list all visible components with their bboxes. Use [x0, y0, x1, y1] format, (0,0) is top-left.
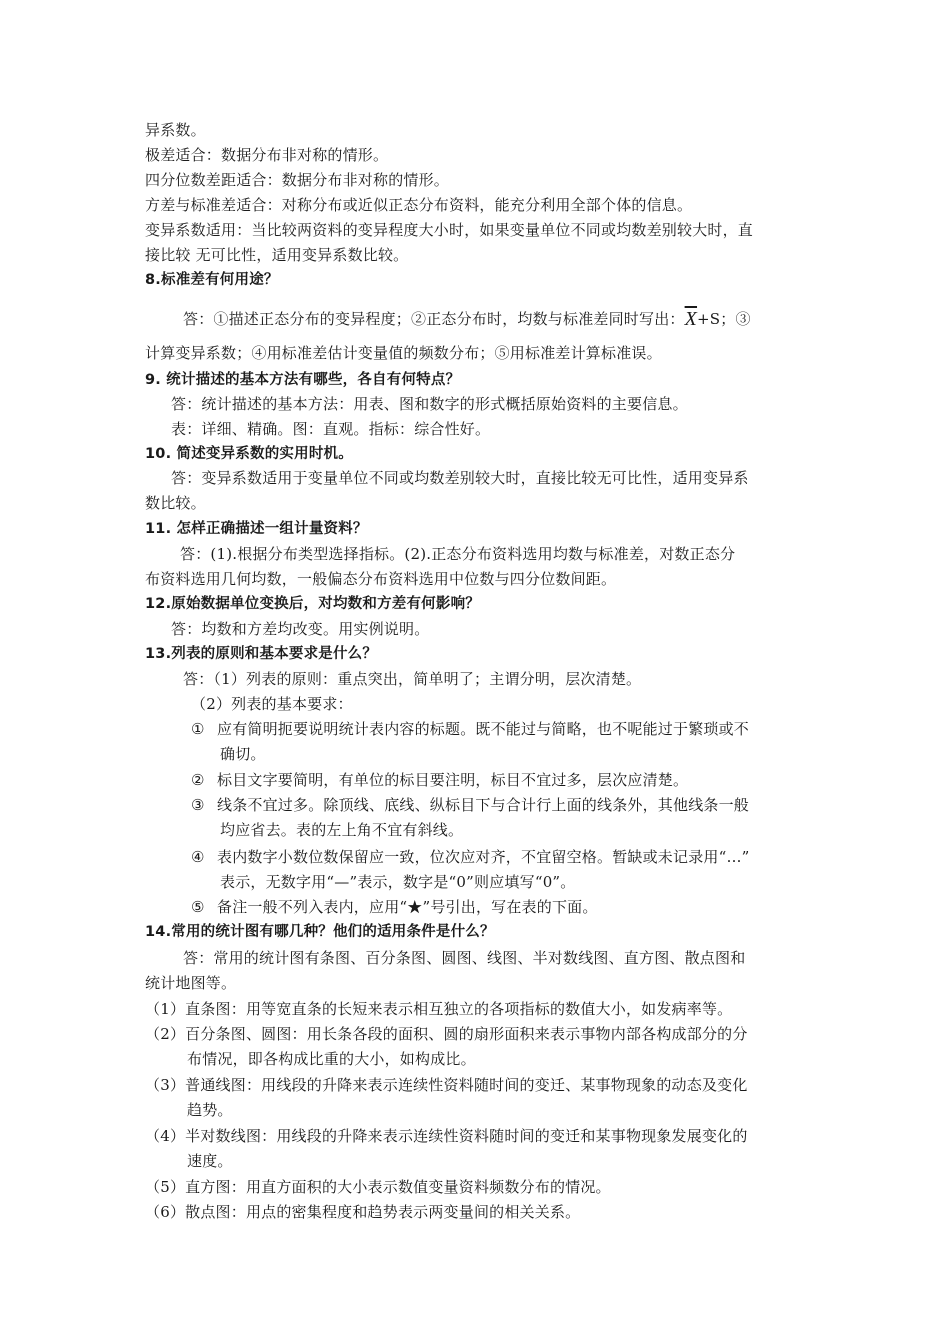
text-line: 变异系数适用：当比较两资料的变异程度大小时，如果变量单位不同或均数差别较大时，直: [145, 221, 754, 239]
question-heading: 11. 怎样正确描述一组计量资料？: [145, 521, 368, 537]
list-item: ⑤ 备注一般不列入表内，应用“★”号引出，写在表的下面。: [191, 898, 598, 916]
list-item-continued: 布情况，即各构成比重的大小，如构成比。: [187, 1050, 476, 1068]
text-line: 接比较 无可比性，适用变异系数比较。: [145, 246, 409, 264]
question-heading: 10. 简述变异系数的实用时机。: [145, 446, 353, 462]
list-item-continued: 表示，无数字用“—”表示，数字是“0”则应填写“0”。: [220, 873, 576, 891]
answer-line: 布资料选用几何均数，一般偏态分布资料选用中位数与四分位数间距。: [145, 570, 617, 588]
question-heading: 12.原始数据单位变换后，对均数和方差有何影响？: [145, 596, 480, 612]
answer-line: （2）列表的基本要求：: [191, 695, 353, 713]
list-item: （3）普通线图：用线段的升降来表示连续性资料随时间的变迁、某事物现象的动态及变化: [145, 1076, 748, 1094]
answer-line: 表：详细、精确。图：直观。指标：综合性好。: [171, 420, 491, 438]
list-item: ② 标目文字要简明，有单位的标目要注明，标目不宜过多，层次应清楚。: [191, 771, 689, 789]
answer-line: 数比较。: [145, 494, 206, 512]
answer-line: [183, 306, 751, 330]
text-line: 四分位数差距适合：数据分布非对称的情形。: [145, 171, 450, 189]
list-item-continued: 均应省去。表的左上角不宜有斜线。: [220, 821, 464, 839]
list-item: （6）散点图：用点的密集程度和趋势表示两变量间的相关关系。: [145, 1203, 581, 1221]
list-item: （2）百分条图、圆图：用长条各段的面积、圆的扇形面积来表示事物内部各构成部分的分: [145, 1025, 748, 1043]
answer-text: +S；③: [697, 310, 751, 328]
answer-line: 答：统计描述的基本方法：用表、图和数字的形式概括原始资料的主要信息。: [171, 395, 688, 413]
question-heading: 13.列表的原则和基本要求是什么？: [145, 646, 378, 662]
list-item: （1）直条图：用等宽直条的长短来表示相互独立的各项指标的数值大小，如发病率等。: [145, 1000, 733, 1018]
question-heading: 14.常用的统计图有哪几种？他们的适用条件是什么？: [145, 924, 495, 940]
list-item: （5）直方图：用直方面积的大小表示数值变量资料频数分布的情况。: [145, 1178, 611, 1196]
answer-line: 统计地图等。: [145, 974, 237, 992]
answer-line: 答：（1）列表的原则：重点突出，简单明了；主谓分明，层次清楚。: [183, 670, 642, 688]
answer-line: 答：均数和方差均改变。用实例说明。: [171, 620, 430, 638]
text-line: 方差与标准差适合：对称分布或近似正态分布资料，能充分利用全部个体的信息。: [145, 196, 693, 214]
list-item-continued: 确切。: [220, 745, 266, 763]
answer-line: 答：(1).根据分布类型选择指标。(2).正态分布资料选用均数与标准差，对数正态分: [180, 545, 736, 563]
list-item: ① 应有简明扼要说明统计表内容的标题。既不能过与简略，也不呢能过于繁琐或不: [191, 720, 750, 738]
answer-line: 计算变异系数；④用标准差估计变量值的频数分布；⑤用标准差计算标准误。: [145, 344, 662, 362]
list-item: ③ 线条不宜过多。除顶线、底线、纵标目下与合计行上面的线条外，其他线条一般: [191, 796, 750, 814]
text-line: 异系数。: [145, 121, 206, 139]
answer-line: 答：变异系数适用于变量单位不同或均数差别较大时，直接比较无可比性，适用变异系: [171, 469, 749, 487]
x-bar-symbol: $\overline{X}$: [684, 308, 698, 330]
list-item-continued: 趋势。: [187, 1101, 233, 1119]
answer-line: 答：常用的统计图有条图、百分条图、圆图、线图、半对数线图、直方图、散点图和: [183, 949, 746, 967]
answer-text: 答：①描述正态分布的变异程度；②正态分布时，均数与标准差同时写出：: [183, 310, 685, 328]
question-heading: 9. 统计描述的基本方法有哪些，各自有何特点？: [145, 372, 461, 388]
list-item: ④ 表内数字小数位数保留应一致，位次应对齐，不宜留空格。暂缺或未记录用“…”: [191, 848, 750, 866]
question-heading: 8.标准差有何用途？: [145, 272, 279, 288]
list-item: （4）半对数线图：用线段的升降来表示连续性资料随时间的变迁和某事物现象发展变化的: [145, 1127, 748, 1145]
list-item-continued: 速度。: [187, 1152, 233, 1170]
text-line: 极差适合：数据分布非对称的情形。: [145, 146, 389, 164]
